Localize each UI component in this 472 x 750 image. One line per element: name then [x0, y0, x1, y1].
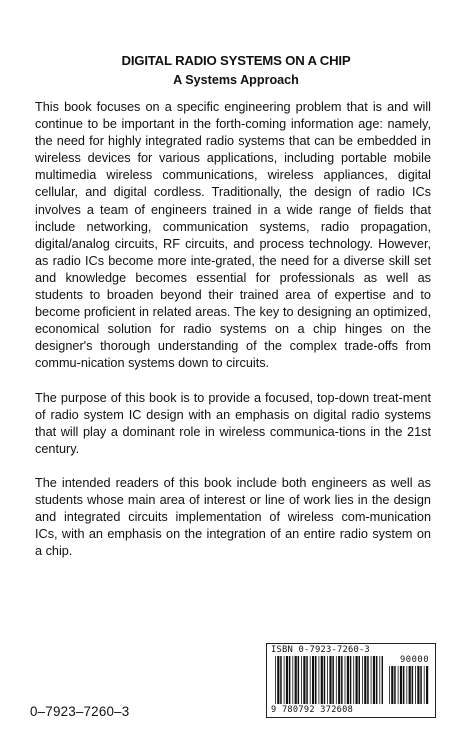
barcode-bar [280, 656, 282, 704]
barcode-bar [350, 656, 352, 704]
barcode-bar [403, 666, 405, 704]
barcode-bar [376, 656, 378, 704]
barcode-bar [415, 666, 416, 704]
barcode-bar [362, 656, 363, 704]
barcode-bar [289, 656, 291, 704]
barcode-bar [321, 656, 323, 704]
barcode-box [266, 643, 436, 718]
book-subtitle: A Systems Approach [173, 73, 299, 87]
barcode-isbn-label: ISBN 0-7923-7260-3 [271, 645, 370, 655]
barcode-bar [373, 656, 375, 704]
barcode-bar [426, 666, 428, 704]
book-title: DIGITAL RADIO SYSTEMS ON A CHIP [121, 53, 351, 68]
barcode-bar [312, 656, 314, 704]
barcode-bar [329, 656, 331, 704]
barcode-bar [345, 656, 346, 704]
addon-barcode-bars [389, 666, 429, 704]
barcode-bar [310, 656, 311, 704]
barcode-bar [284, 656, 285, 704]
barcode-bar [341, 656, 343, 704]
barcode-bar [301, 656, 302, 704]
barcode-bar [417, 666, 419, 704]
blurb-paragraph-2: The purpose of this book is to provide a focused, top-down treat-ment of radio system IC design with an emphasis on digital radio systems that will play a dominant role in wireless communica-tions in the 21st century. [35, 390, 431, 456]
barcode-bar [286, 656, 288, 704]
barcode-bar [324, 656, 326, 704]
barcode-bar [398, 666, 399, 704]
barcode-bar [336, 656, 337, 704]
ean-barcode-bars [275, 656, 383, 704]
barcode-bar [327, 656, 328, 704]
barcode-bar [406, 666, 407, 704]
barcode-bar [379, 656, 380, 704]
barcode-bar [424, 666, 425, 704]
barcode-bar [367, 656, 369, 704]
barcode-bar [292, 656, 293, 704]
barcode-ean-digits: 9 780792 372608 [271, 705, 354, 715]
barcode-bar [319, 656, 320, 704]
title-block [0, 52, 472, 89]
barcode-bar [315, 656, 317, 704]
barcode-bar [409, 666, 411, 704]
barcode-bar [347, 656, 349, 704]
blurb [35, 99, 431, 577]
barcode-bar [295, 656, 297, 704]
barcode-bar [359, 656, 361, 704]
barcode-bar [306, 656, 308, 704]
barcode-bar [364, 656, 366, 704]
footer-isbn: 0–7923–7260–3 [30, 704, 130, 719]
barcode-bar [277, 656, 279, 704]
barcode-bar [382, 656, 383, 704]
blurb-paragraph-3: The intended readers of this book include both engineers as well as students whose main area of interest or line of work lies in the design and integrated circuits implementation of wireless com-munication ICs, with an emphasis on the integration of an entire radio system on a chip. [35, 475, 431, 559]
barcode-bar [338, 656, 340, 704]
barcode-bar [412, 666, 414, 704]
barcode-bar [389, 666, 390, 704]
barcode-bar [356, 656, 358, 704]
barcode-bar [400, 666, 402, 704]
barcode-addon-number: 90000 [400, 655, 429, 665]
barcode-bar [303, 656, 305, 704]
barcode-bar [391, 666, 393, 704]
barcode-bar [353, 656, 354, 704]
barcode-bar [332, 656, 334, 704]
barcode-bar [371, 656, 372, 704]
barcode-bar [394, 666, 396, 704]
barcode-bar [420, 666, 422, 704]
blurb-paragraph-1: This book focuses on a specific engineering problem that is and will continue to be important in the forth-coming information age: namely, the need for highly integrated radio systems that can be embedded in wireless devices for various applications, including portable mobile multimedia wireless communications, wireless appliances, digital cellular, and digital cordless. Traditionally, the design of radio ICs involves a team of engineers trained in a wide range of fields that include networking, communication systems, radio propagation, digital/analog circuits, RF circuits, and process technology. However, as radio ICs become more inte-grated, the need for a diverse skill set and knowledge becomes essential for professionals as well as students to broaden beyond their trained area of expertise and to become proficient in related areas. The key to designing an optimized, economical solution for radio systems on a chip hinges on the designer's thorough understanding of the complex trade-offs from commu-nication systems down to circuits. [35, 100, 431, 371]
barcode-bar [298, 656, 300, 704]
barcode-bar [275, 656, 276, 704]
